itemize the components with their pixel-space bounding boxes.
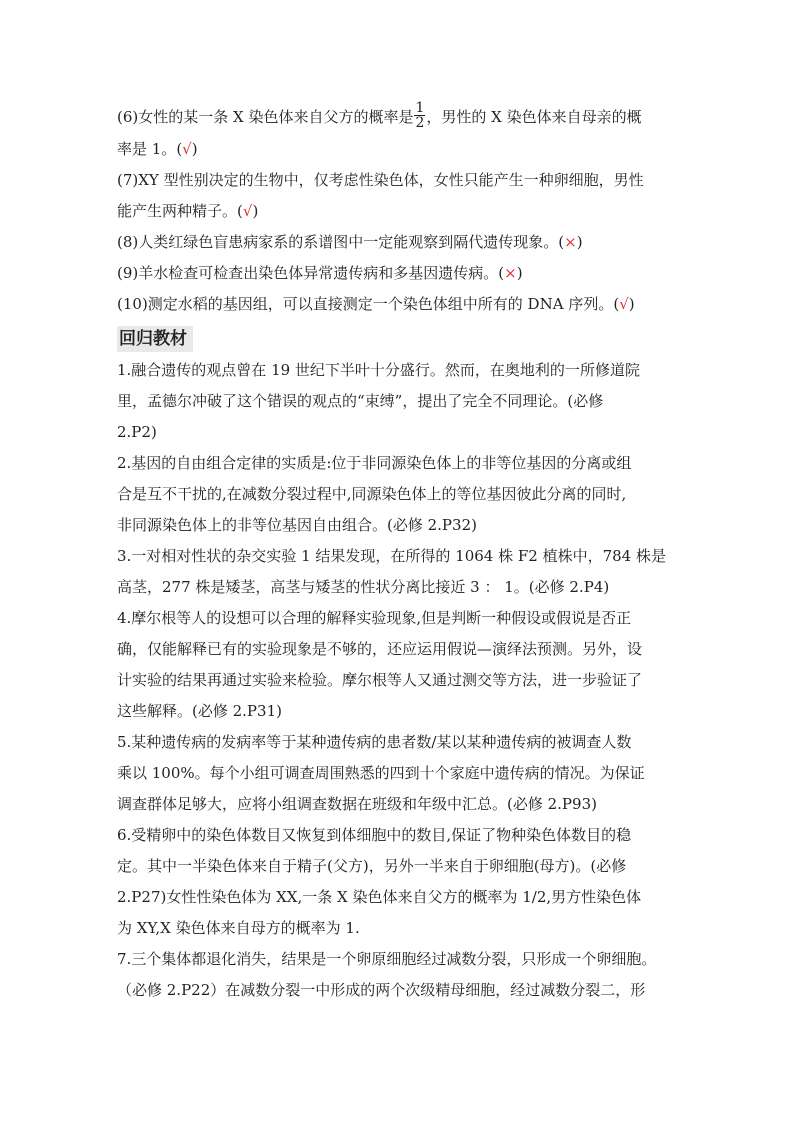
paragraph-line: 7.三个集体都退化消失，结果是一个卵原细胞经过减数分裂，只形成一个卵细胞。 [117, 950, 657, 968]
paragraph-line: （必修 2.P22）在减数分裂一中形成的两个次级精母细胞，经过减数分裂二，形 [117, 981, 646, 999]
paragraph-line: 合是互不干扰的,在减数分裂过程中,同源染色体上的等位基因彼此分离的同时, [117, 485, 627, 503]
paragraph-line: 1.融合遗传的观点曾在 19 世纪下半叶十分盛行。然而，在奥地利的一所修道院 [117, 361, 640, 379]
paren-open: ( [237, 202, 243, 220]
fraction-one-half [414, 101, 425, 130]
fraction-numerator: 1 [415, 100, 425, 116]
fraction-denominator: 2 [415, 114, 425, 131]
statement-6-text: (6)女性的某一条 X 染色体来自父方的概率是 [117, 108, 414, 126]
statement-10-text: (10)测定水稻的基因组，可以直接测定一个染色体组中所有的 DNA 序列。 [117, 295, 614, 313]
check-mark-icon: √ [619, 295, 629, 313]
check-mark-icon: √ [242, 202, 253, 220]
section-heading-row [117, 320, 682, 355]
statement-7-line-1 [117, 165, 682, 196]
paragraph-line: 6.受精卵中的染色体数目又恢复到体细胞中的数目,保证了物种染色体数目的稳 [117, 826, 632, 844]
check-mark-icon: √ [182, 140, 192, 158]
paragraph-line: 定。其中一半染色体来自于精子(父方)，另外一半来自于卵细胞(母方)。(必修 [117, 857, 627, 875]
paren-open: ( [176, 140, 183, 158]
document-page [117, 100, 682, 1006]
statement-7-text: (7)XY 型性别决定的生物中，仅考虑性染色体，女性只能产生一种卵细胞，男性 [117, 171, 644, 189]
paren-close: ) [516, 264, 523, 282]
statement-8-text: (8)人类红绿色盲患病家系的系谱图中一定能观察到隔代遗传现象。 [117, 233, 559, 251]
paren-close: ) [191, 140, 198, 158]
paren-close: ) [576, 233, 583, 251]
statement-8 [117, 227, 682, 258]
paragraph-line: 乘以 100%。每个小组可调查周围熟悉的四到十个家庭中遗传病的情况。为保证 [117, 764, 645, 782]
paren-close: ) [628, 295, 635, 313]
paragraph-line: 高茎，277 株是矮茎，高茎与矮茎的性状分离比接近 3 ： 1。(必修 2.P4) [117, 578, 610, 596]
paragraph-line: 调查群体足够大，应将小组调查数据在班级和年级中汇总。(必修 2.P93) [117, 795, 597, 813]
paragraph-7 [117, 944, 682, 1006]
paragraph-line: 确，仅能解释已有的实验现象是不够的，还应运用假说—演绎法预测。另外，设 [117, 640, 643, 658]
paragraph-line: 2.基因的自由组合定律的实质是:位于非同源染色体上的非等位基因的分离或组 [117, 454, 632, 472]
paragraph-line: 这些解释。(必修 2.P31) [117, 702, 282, 720]
paragraph-line: 4.摩尔根等人的设想可以合理的解释实验现象,但是判断一种假设或假说是否正 [117, 609, 632, 627]
paragraph-3 [117, 541, 682, 603]
paragraph-1 [117, 355, 682, 448]
paren-open: ( [558, 233, 565, 251]
statement-7-text-continued: 能产生两种精子。 [117, 202, 238, 220]
cross-mark-icon: × [504, 264, 517, 282]
paragraph-2 [117, 448, 682, 541]
statement-6-line-1 [117, 100, 682, 134]
statement-6-text-after: ，男性的 X 染色体来自母亲的概 [426, 108, 642, 126]
statement-6-line-2 [117, 134, 682, 165]
statement-9-text: (9)羊水检查可检查出染色体异常遗传病和多基因遗传病。 [117, 264, 499, 282]
paragraph-line: 3.一对相对性状的杂交实验 1 结果发现，在所得的 1064 株 F2 植株中，784 株是 [117, 547, 666, 565]
paren-close: ) [252, 202, 259, 220]
paragraph-line: 里，孟德尔冲破了这个错误的观点的“束缚”，提出了完全不同理论。(必修 [117, 392, 604, 410]
paragraph-line: 2.P2) [117, 423, 157, 441]
paragraph-line: 非同源染色体上的非等位基因自由组合。(必修 2.P32) [117, 516, 477, 534]
paragraph-4 [117, 603, 682, 727]
section-heading: 回归教材 [117, 326, 193, 352]
statement-6-text-continued: 率是 1。 [117, 140, 177, 158]
paragraph-6 [117, 820, 682, 944]
statement-10 [117, 289, 682, 320]
paragraph-line: 计实验的结果再通过实验来检验。摩尔根等人又通过测交等方法，进一步验证了 [117, 671, 643, 689]
statement-7-line-2 [117, 196, 682, 227]
paren-open: ( [498, 264, 505, 282]
paragraph-line: 5.某种遗传病的发病率等于某种遗传病的患者数/某以某种遗传病的被调查人数 [117, 733, 632, 751]
cross-mark-icon: × [564, 233, 577, 251]
statement-9 [117, 258, 682, 289]
paragraph-line: 为 XY,X 染色体来自母方的概率为 1. [117, 919, 360, 937]
paragraph-5 [117, 727, 682, 820]
paren-open: ( [613, 295, 620, 313]
paragraph-line: 2.P27)女性性染色体为 XX,一条 X 染色体来自父方的概率为 1/2,男方性染色体 [117, 888, 642, 906]
